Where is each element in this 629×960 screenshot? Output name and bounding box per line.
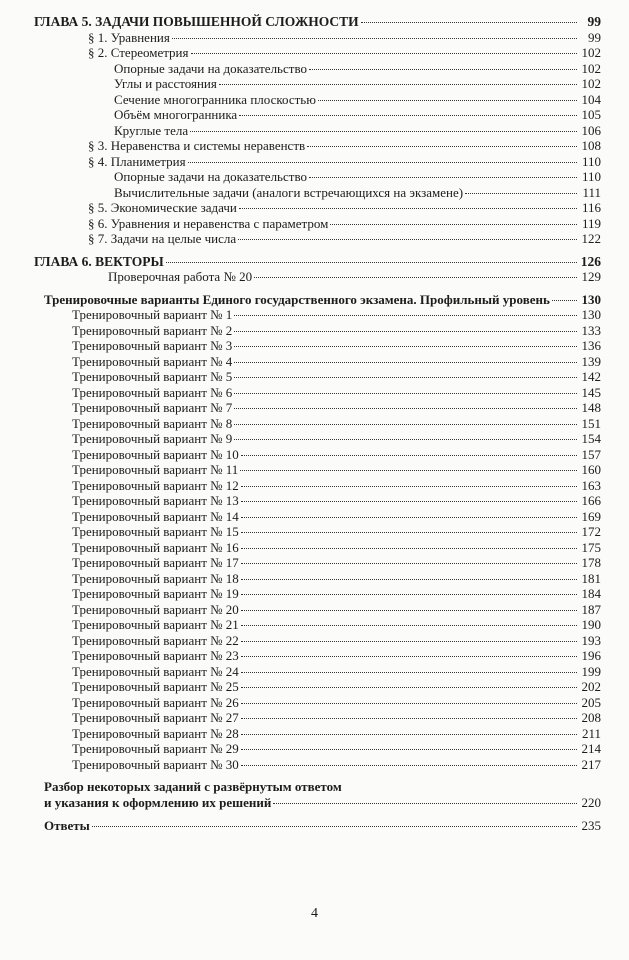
training-variant-entry[interactable]: [0, 540, 629, 556]
section-entry[interactable]: [0, 216, 629, 232]
dot-leader: [239, 208, 577, 209]
dot-leader: [238, 239, 577, 240]
entry-title: Проверочная работа № 20: [108, 269, 253, 284]
training-variant-entry[interactable]: [0, 524, 629, 540]
page-ref: 235: [581, 818, 601, 833]
training-variant-entry[interactable]: [0, 571, 629, 587]
training-variant-entry[interactable]: [0, 586, 629, 602]
entry-title: Тренировочный вариант № 4: [72, 353, 233, 369]
dot-leader: [241, 734, 577, 735]
page-ref: 136: [581, 338, 601, 353]
training-variant-entry[interactable]: [0, 462, 629, 478]
training-variant-entry[interactable]: [0, 338, 629, 354]
page-ref: 175: [581, 539, 601, 555]
page-ref: 154: [581, 431, 601, 446]
dot-leader: [234, 346, 577, 347]
dot-leader: [234, 439, 577, 440]
page-ref: 187: [581, 601, 601, 617]
dot-leader: [241, 641, 577, 642]
page-ref: 119: [581, 215, 601, 231]
entry-title: Тренировочный вариант № 19: [72, 586, 239, 601]
entry-title: Тренировочный вариант № 15: [72, 524, 239, 539]
entry-title: Тренировочный вариант № 22: [72, 632, 239, 648]
page-ref: 205: [581, 694, 601, 710]
page-ref: 110: [581, 153, 601, 169]
page-ref: 102: [581, 76, 601, 91]
section-entry[interactable]: [0, 138, 629, 154]
page-ref: 202: [581, 679, 601, 694]
page-ref: 169: [581, 508, 601, 524]
dot-leader: [241, 765, 577, 766]
training-variant-entry[interactable]: [0, 633, 629, 649]
page-ref: 166: [581, 493, 601, 508]
page-ref: 220: [581, 794, 601, 810]
dot-leader: [241, 703, 577, 704]
entry-title: Тренировочный вариант № 18: [72, 570, 239, 586]
entry-title: Сечение многогранника плоскостью: [114, 91, 316, 107]
entry-title: Тренировочный вариант № 25: [72, 679, 239, 694]
entry-title: Тренировочный вариант № 7: [72, 400, 233, 415]
subsection-entry[interactable]: [0, 61, 629, 77]
page-ref: 214: [581, 741, 601, 756]
entry-title: Тренировочный вариант № 11: [72, 462, 239, 477]
entry-title: Тренировочный вариант № 21: [72, 617, 239, 632]
analysis-title-line2: и указания к оформлению их решений: [44, 794, 272, 810]
dot-leader: [318, 100, 577, 101]
answers-title: Ответы: [44, 818, 90, 833]
dot-leader: [361, 22, 577, 23]
training-variant-entry[interactable]: [0, 493, 629, 509]
entry-title: Тренировочный вариант № 28: [72, 725, 239, 741]
entry-title: Тренировочный вариант № 9: [72, 431, 233, 446]
table-of-contents: [0, 14, 629, 834]
dot-leader: [234, 315, 577, 316]
section-entry[interactable]: [0, 30, 629, 46]
section-entry[interactable]: [0, 231, 629, 247]
dot-leader: [241, 532, 577, 533]
page-ref: 130: [581, 291, 601, 307]
dot-leader: [241, 486, 577, 487]
entry-title: § 2. Стереометрия: [88, 45, 189, 60]
page-number: 4: [311, 906, 318, 921]
subsection-entry[interactable]: [0, 169, 629, 185]
entry-title: § 7. Задачи на целые числа: [88, 231, 237, 246]
dot-leader: [241, 455, 577, 456]
dot-leader: [241, 501, 577, 502]
entry-title: Тренировочный вариант № 13: [72, 493, 239, 508]
training-variant-entry[interactable]: [0, 416, 629, 432]
entry-title: § 5. Экономические задачи: [88, 200, 237, 215]
dot-leader: [330, 224, 577, 225]
training-variant-entry[interactable]: [0, 741, 629, 757]
dot-leader: [241, 563, 577, 564]
entry-title: Тренировочный вариант № 3: [72, 338, 233, 353]
subsection-entry[interactable]: [0, 107, 629, 123]
entry-title: Тренировочный вариант № 23: [72, 648, 239, 663]
dot-leader: [241, 687, 577, 688]
dot-leader: [241, 672, 577, 673]
page-ref: 126: [580, 253, 601, 269]
page-ref: 157: [581, 446, 601, 462]
analysis-title-line1: Разбор некоторых заданий с развёрнутым ответом: [44, 779, 342, 794]
page-ref: 104: [581, 91, 601, 107]
dot-leader: [234, 331, 577, 332]
training-variant-entry[interactable]: [0, 369, 629, 385]
page-ref: 151: [581, 415, 601, 431]
page-ref: 211: [581, 725, 601, 741]
entry-title: § 4. Планиметрия: [88, 153, 186, 169]
training-variant-entry[interactable]: [0, 400, 629, 416]
training-variant-entry[interactable]: [0, 695, 629, 711]
dot-leader: [239, 115, 577, 116]
training-variant-entry[interactable]: [0, 757, 629, 773]
section-title: Тренировочные варианты Единого государственного экзамена. Профильный уровень: [44, 291, 550, 307]
entry-title: Тренировочный вариант № 5: [72, 369, 233, 384]
page-ref: 142: [581, 369, 601, 384]
chapter-title: ГЛАВА 5. ЗАДАЧИ ПОВЫШЕННОЙ СЛОЖНОСТИ: [34, 14, 359, 29]
page-ref: 181: [581, 570, 601, 586]
entry-title: § 3. Неравенства и системы неравенств: [88, 138, 306, 153]
dot-leader: [190, 131, 577, 132]
page-ref: 160: [581, 462, 601, 477]
chapter-5-entry[interactable]: [0, 14, 629, 30]
dot-leader: [166, 262, 577, 263]
training-variant-entry[interactable]: [0, 385, 629, 401]
dot-leader: [465, 193, 577, 194]
entry-title: Тренировочный вариант № 6: [72, 384, 233, 400]
page-ref: 196: [581, 648, 601, 663]
dot-leader: [172, 38, 577, 39]
entry-title: Вычислительные задачи (аналоги встречающихся на экзамене): [114, 184, 464, 200]
entry-title: Тренировочный вариант № 14: [72, 508, 239, 524]
dot-leader: [234, 424, 577, 425]
training-variant-entry[interactable]: [0, 431, 629, 447]
page-ref: 122: [581, 231, 601, 246]
entry-title: Тренировочный вариант № 26: [72, 694, 239, 710]
dot-leader: [234, 408, 577, 409]
page-ref: 116: [581, 200, 601, 215]
dot-leader: [234, 377, 577, 378]
dot-leader: [234, 362, 577, 363]
page-ref: 130: [581, 307, 601, 322]
dot-leader: [309, 177, 577, 178]
page-ref: 110: [581, 169, 601, 184]
page-ref: 102: [581, 60, 601, 76]
entry-title: Круглые тела: [114, 122, 189, 138]
page-ref: 129: [581, 269, 601, 284]
page-ref: 208: [581, 710, 601, 725]
page-ref: 99: [587, 14, 601, 29]
entry-title: Тренировочный вариант № 1: [72, 307, 233, 322]
training-variant-entry[interactable]: [0, 509, 629, 525]
entry-title: Тренировочный вариант № 8: [72, 415, 233, 431]
page-ref: 190: [581, 617, 601, 632]
training-variant-entry[interactable]: [0, 307, 629, 323]
dot-leader: [241, 610, 577, 611]
answers-entry[interactable]: [0, 818, 629, 834]
entry-title: Тренировочный вариант № 2: [72, 322, 233, 338]
training-variant-entry[interactable]: [0, 478, 629, 494]
entry-title: Тренировочный вариант № 16: [72, 539, 239, 555]
analysis-entry[interactable]: [0, 779, 629, 810]
page-ref: 163: [581, 477, 601, 493]
page-ref: 172: [581, 524, 601, 539]
subsection-entry[interactable]: [0, 123, 629, 139]
training-variant-entry[interactable]: [0, 679, 629, 695]
training-variant-entry[interactable]: [0, 664, 629, 680]
page-ref: 102: [581, 45, 601, 60]
training-variants-list: [0, 307, 629, 772]
section-entry[interactable]: [0, 45, 629, 61]
dot-leader: [234, 393, 577, 394]
page-ref: 106: [581, 122, 601, 138]
page-ref: 133: [581, 322, 601, 338]
section-entry[interactable]: [0, 154, 629, 170]
chapter-title: ГЛАВА 6. ВЕКТОРЫ: [34, 253, 164, 269]
dot-leader: [188, 162, 577, 163]
entry-title: Тренировочный вариант № 10: [72, 446, 239, 462]
dot-leader: [241, 718, 577, 719]
entry-title: Тренировочный вариант № 20: [72, 601, 239, 617]
page-ref: 199: [581, 663, 601, 679]
dot-leader: [241, 517, 577, 518]
entry-title: Тренировочный вариант № 17: [72, 555, 239, 570]
dot-leader: [241, 656, 577, 657]
training-variant-entry[interactable]: [0, 602, 629, 618]
training-variant-entry[interactable]: [0, 726, 629, 742]
training-variant-entry[interactable]: [0, 555, 629, 571]
check-work-entry[interactable]: [0, 269, 629, 285]
page-ref: 145: [581, 384, 601, 400]
entry-title: Тренировочный вариант № 12: [72, 477, 239, 493]
training-variant-entry[interactable]: [0, 710, 629, 726]
entry-title: § 1. Уравнения: [88, 29, 170, 45]
training-variant-entry[interactable]: [0, 323, 629, 339]
entry-title: Опорные задачи на доказательство: [114, 60, 307, 76]
entry-title: Объём многогранника: [114, 107, 238, 122]
page-ref: 193: [581, 632, 601, 648]
dot-leader: [241, 625, 577, 626]
subsection-entry[interactable]: [0, 76, 629, 92]
training-variant-entry[interactable]: [0, 617, 629, 633]
chapter-6-items: [0, 269, 629, 285]
training-section-entry[interactable]: [0, 292, 629, 308]
subsection-entry[interactable]: [0, 185, 629, 201]
chapter-5-items: [0, 30, 629, 247]
entry-title: Тренировочный вариант № 24: [72, 663, 239, 679]
entry-title: Опорные задачи на доказательство: [114, 169, 307, 184]
dot-leader: [240, 470, 577, 471]
dot-leader: [273, 803, 577, 804]
chapter-6-entry[interactable]: [0, 254, 629, 270]
page-ref: 148: [581, 400, 601, 415]
training-variant-entry[interactable]: [0, 648, 629, 664]
dot-leader: [309, 69, 577, 70]
training-variant-entry[interactable]: [0, 354, 629, 370]
dot-leader: [241, 749, 577, 750]
page-ref: 99: [588, 29, 601, 45]
dot-leader: [241, 579, 577, 580]
subsection-entry[interactable]: [0, 92, 629, 108]
entry-title: § 6. Уравнения и неравенства с параметром: [88, 215, 329, 231]
dot-leader: [307, 146, 577, 147]
section-entry[interactable]: [0, 200, 629, 216]
page-ref: 178: [581, 555, 601, 570]
entry-title: Углы и расстояния: [114, 76, 217, 91]
entry-title: Тренировочный вариант № 29: [72, 741, 239, 756]
page-ref: 111: [582, 184, 601, 200]
dot-leader: [241, 548, 577, 549]
page-ref: 217: [581, 756, 601, 772]
dot-leader: [92, 826, 577, 827]
page-ref: 105: [581, 107, 601, 122]
dot-leader: [254, 277, 577, 278]
page-ref: 139: [581, 353, 601, 369]
page-ref: 184: [581, 586, 601, 601]
dot-leader: [552, 300, 577, 301]
entry-title: Тренировочный вариант № 30: [72, 756, 239, 772]
dot-leader: [241, 594, 577, 595]
training-variant-entry[interactable]: [0, 447, 629, 463]
dot-leader: [219, 84, 577, 85]
analysis-title-line2-row: [0, 795, 629, 811]
entry-title: Тренировочный вариант № 27: [72, 710, 239, 725]
dot-leader: [191, 53, 578, 54]
page-ref: 108: [581, 138, 601, 153]
